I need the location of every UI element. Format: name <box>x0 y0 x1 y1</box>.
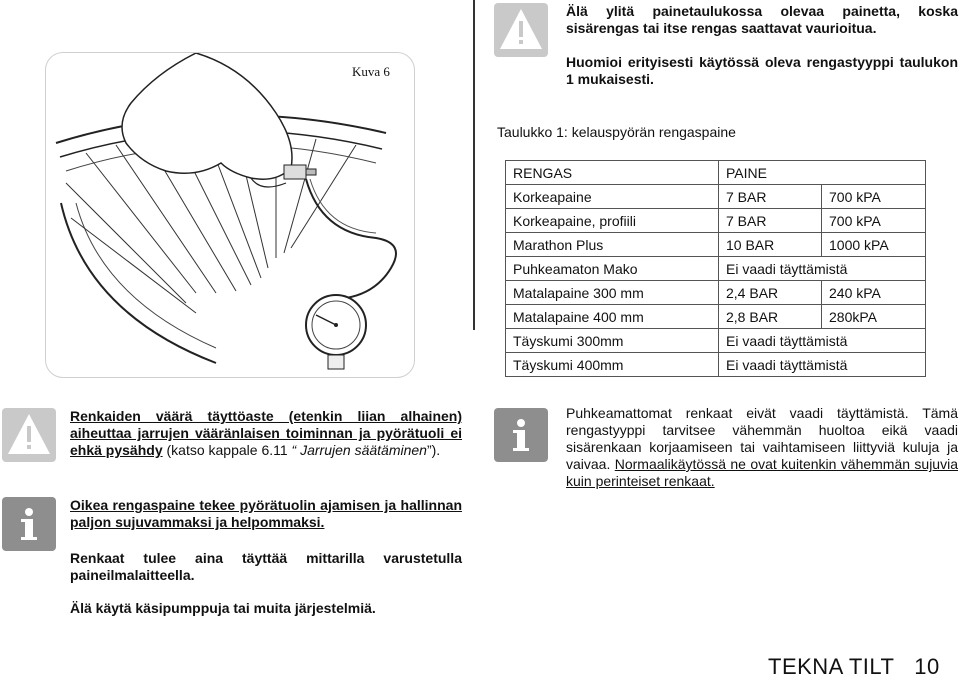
warning-triangle-icon <box>2 408 56 462</box>
figure-label: Kuva 6 <box>352 64 390 79</box>
brake-warning-text <box>70 408 462 459</box>
column-divider <box>473 0 475 330</box>
table-row <box>506 329 926 353</box>
tire-type-cell: Matalapaine 300 mm <box>506 281 719 305</box>
pressure-bar-cell: 2,4 BAR <box>719 281 822 305</box>
puncture-proof-text: Puhkeamattomat renkaat eivät vaadi täyttämistä. Tämä rengastyyppi tarvitsee vähemmän huoltoa eikä vaadi sisärenkaan korjaamiseen tai vaihtamiseen liittyviä kuluja ja vaivaa. <box>566 405 958 472</box>
pressure-note-cell: Ei vaadi täyttämistä <box>719 353 926 377</box>
table-row <box>506 281 926 305</box>
pressure-bar-cell: 10 BAR <box>719 233 822 257</box>
info-icon <box>2 497 56 551</box>
header-tire: RENGAS <box>506 161 719 185</box>
top-warning-text-2: Huomioi erityisesti käytössä oleva rengastyyppi taulukon 1 mukaisesti. <box>566 54 958 87</box>
pressure-bar-cell: 7 BAR <box>719 185 822 209</box>
warning-triangle-icon <box>494 3 548 57</box>
tire-type-cell: Korkeapaine, profiili <box>506 209 719 233</box>
pressure-bar-cell: 2,8 BAR <box>719 305 822 329</box>
pressure-kpa-cell: 280kPA <box>822 305 926 329</box>
puncture-proof-info-text <box>566 405 958 490</box>
pressure-note-cell: Ei vaadi täyttämistä <box>719 257 926 281</box>
table-row <box>506 185 926 209</box>
header-pressure: PAINE <box>719 161 926 185</box>
pressure-kpa-cell: 240 kPA <box>822 281 926 305</box>
top-warning-text-1: Älä ylitä painetaulukossa olevaa painetta, koska sisärengas tai itse rengas saattavat vaurioitua. <box>566 3 958 36</box>
page-number: 10 <box>914 654 940 679</box>
table-row <box>506 353 926 377</box>
brake-warning-main: Renkaiden väärä täyttöaste (etenkin liian alhainen) aiheuttaa jarrujen vääränlaisen toiminnan ja pyörätuoli ei ehkä pysähdy <box>70 408 462 458</box>
tire-type-cell: Puhkeamaton Mako <box>506 257 719 281</box>
table-caption: Taulukko 1: kelauspyörän rengaspaine <box>497 124 736 140</box>
pressure-info-text: Oikea rengaspaine tekee pyörätuolin ajamisen ja hallinnan paljon sujuvammaksi ja helpommaksi. <box>70 497 462 530</box>
pressure-kpa-cell: 700 kPA <box>822 185 926 209</box>
pressure-bar-cell: 7 BAR <box>719 209 822 233</box>
wheel-pump-drawing <box>46 53 414 377</box>
hand-pump-note-text: Älä käytä käsipumppuja tai muita järjestelmiä. <box>70 600 376 616</box>
info-icon <box>494 408 548 462</box>
pressure-table <box>505 160 926 377</box>
pressure-kpa-cell: 1000 kPA <box>822 233 926 257</box>
page-footer <box>768 654 940 680</box>
table-row <box>506 209 926 233</box>
tire-type-cell: Matalapaine 400 mm <box>506 305 719 329</box>
table-row <box>506 305 926 329</box>
table-row <box>506 233 926 257</box>
tire-type-cell: Marathon Plus <box>506 233 719 257</box>
footer-title: TEKNA TILT <box>768 654 895 679</box>
tire-type-cell: Täyskumi 400mm <box>506 353 719 377</box>
table-header-row <box>506 161 926 185</box>
tire-type-cell: Täyskumi 300mm <box>506 329 719 353</box>
brake-warning-ref-end: ”). <box>426 442 441 458</box>
figure-wheel-illustration <box>45 52 415 378</box>
table-row <box>506 257 926 281</box>
pressure-note-cell: Ei vaadi täyttämistä <box>719 329 926 353</box>
puncture-proof-underlined: Normaalikäytössä ne ovat kuitenkin vähemmän sujuvia kuin perinteiset renkaat. <box>566 456 958 489</box>
brake-warning-ref-title: “ Jarrujen säätäminen <box>291 442 427 458</box>
brake-warning-ref: (katso kappale 6.11 <box>166 442 288 458</box>
gauge-note-text: Renkaat tulee aina täyttää mittarilla varustetulla paineilmalaitteella. <box>70 550 462 583</box>
pressure-kpa-cell: 700 kPA <box>822 209 926 233</box>
tire-type-cell: Korkeapaine <box>506 185 719 209</box>
